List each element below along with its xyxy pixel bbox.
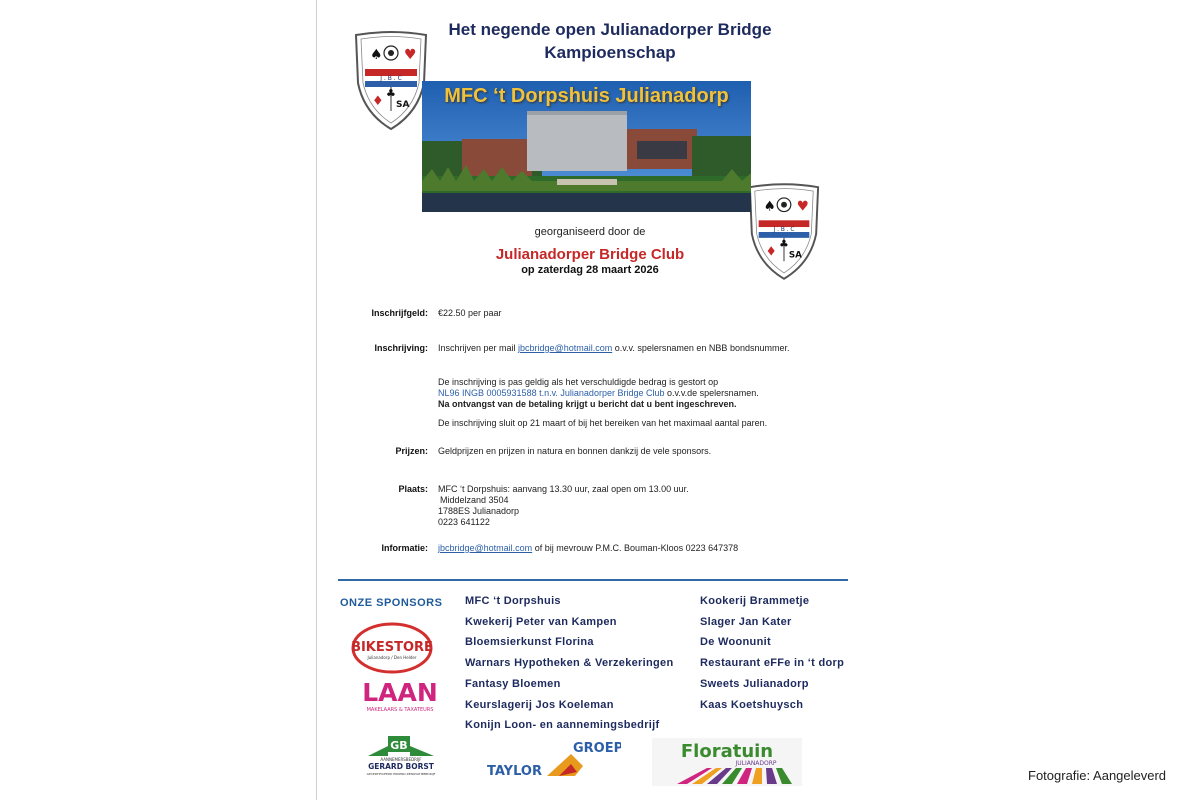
taylor-groep-logo — [485, 740, 621, 787]
inschrijving-value — [438, 343, 789, 354]
borst-top: AANNEMERSBEDRIJF — [380, 757, 422, 762]
bikestore-sub: Julianadorp / Den Helder — [367, 655, 417, 660]
laan-sub: MAKELAARS & TAXATEURS — [366, 707, 434, 713]
organized-by: georganiseerd door de — [534, 226, 646, 238]
svg-text:♠: ♠ — [763, 198, 776, 215]
sponsor-item: Sweets Julianadorp — [700, 677, 809, 690]
shield-letters: J . B . C — [773, 227, 795, 234]
gerard-borst-logo — [360, 734, 442, 783]
inschrijving-suffix: o.v.v. spelersnamen en NBB bondsnummer. — [612, 343, 790, 353]
page-left-border — [316, 0, 317, 800]
inschrijfgeld-label: Inschrijfgeld: — [371, 308, 428, 318]
svg-text:♣: ♣ — [386, 87, 396, 100]
svg-text:♦: ♦ — [372, 94, 384, 109]
sponsors-heading: ONZE SPONSORS — [340, 597, 443, 609]
sponsor-item: De Woonunit — [700, 636, 771, 649]
shield-sa: SA — [788, 250, 802, 261]
borst-name: GERARD BORST — [368, 762, 434, 771]
payment-line2-suffix: o.v.v.de spelersnamen. — [664, 388, 759, 398]
laan-logo — [362, 677, 438, 720]
venue-photo-caption: MFC ‘t Dorpshuis Julianadorp — [444, 85, 729, 107]
bikestore-text: BIKESTORE — [351, 640, 433, 655]
informatie-suffix: of bij mevrouw P.M.C. Bouman-Kloos 0223 647378 — [532, 543, 739, 553]
organizer-club: Julianadorper Bridge Club — [495, 246, 685, 263]
svg-text:♥: ♥ — [796, 198, 809, 215]
sponsor-item: Warnars Hypotheken & Verzekeringen — [465, 657, 674, 670]
sponsor-list-2 — [700, 591, 844, 715]
event-date: op zaterdag 28 maart 2026 — [521, 264, 659, 276]
photo-credit: Fotografie: Aangeleverd — [1028, 768, 1167, 783]
informatie-email-link[interactable]: jbcbridge@hotmail.com — [438, 543, 533, 553]
sponsor-item: MFC ‘t Dorpshuis — [465, 595, 561, 607]
svg-text:♦: ♦ — [765, 243, 777, 259]
informatie-value — [438, 543, 738, 554]
plaats-line3: 1788ES Julianadorp — [438, 506, 520, 516]
club-shield-logo — [352, 31, 430, 131]
sponsor-list-1 — [465, 591, 673, 736]
sponsor-item: Kookerij Brammetje — [700, 595, 810, 607]
taylor-name-text: TAYLOR — [487, 764, 542, 779]
prijzen-label: Prijzen: — [395, 446, 428, 456]
floratuin-text: Floratuin — [680, 741, 774, 762]
shield-sa: SA — [396, 100, 410, 110]
event-title-line2: Kampioenschap — [544, 43, 676, 62]
registration-deadline: De inschrijving sluit op 21 maart of bij het bereiken van het maximaal aantal paren. — [438, 418, 768, 428]
email-link[interactable]: jbcbridge@hotmail.com — [518, 343, 613, 353]
inschrijving-prefix: Inschrijven per mail — [438, 343, 519, 353]
sponsor-item: Kwekerij Peter van Kampen — [465, 615, 617, 628]
sponsor-item: Bloemsierkunst Florina — [465, 636, 594, 649]
event-title-line1: Het negende open Julianadorper Bridge — [448, 20, 772, 39]
inschrijfgeld-value: €22.50 per paar — [438, 308, 502, 318]
iban-text: NL96 INGB 0005931588 t.n.v. Julianadorper Bridge Club — [438, 388, 665, 398]
inschrijving-label: Inschrijving: — [374, 343, 428, 353]
borst-sub: GECERTIFICEERD ERKEND RENOVATIEBEDRIJF — [366, 772, 436, 776]
venue-photo — [422, 81, 751, 212]
svg-text:♠: ♠ — [370, 47, 383, 63]
payment-line2 — [438, 388, 759, 399]
shield-letters: J . B . C — [380, 75, 402, 82]
prijzen-value: Geldprijzen en prijzen in natura en bonnen dankzij de vele sponsors. — [438, 446, 712, 456]
sponsor-item: Keurslagerij Jos Koeleman — [465, 698, 614, 711]
payment-confirmation: Na ontvangst van de betaling krijgt u bericht dat u bent ingeschreven. — [438, 399, 737, 409]
sponsor-item: Slager Jan Kater — [700, 615, 792, 628]
svg-text:♥: ♥ — [404, 47, 417, 63]
plaats-line2: Middelzand 3504 — [440, 495, 509, 505]
laan-text: LAAN — [362, 678, 438, 707]
payment-line1: De inschrijving is pas geldig als het verschuldigde bedrag is gestort op — [438, 377, 719, 387]
section-divider — [338, 579, 848, 581]
event-title — [400, 18, 820, 64]
svg-text:GB: GB — [390, 739, 408, 752]
plaats-label: Plaats: — [398, 484, 428, 494]
plaats-line4: 0223 641122 — [438, 517, 490, 527]
floratuin-logo — [652, 738, 802, 791]
plaats-value — [438, 484, 689, 528]
plaats-line1: MFC ‘t Dorpshuis: aanvang 13.30 uur, zaal open om 13.00 uur. — [438, 484, 689, 494]
floratuin-sub: JULIANADORP — [735, 760, 777, 767]
sponsor-item: Kaas Koetshuysch — [700, 698, 804, 711]
bikestore-logo — [351, 622, 433, 679]
svg-text:♣: ♣ — [779, 237, 789, 251]
taylor-groep-text: GROEP — [573, 741, 621, 756]
sponsor-item: Restaurant eFFe in ‘t dorp — [700, 657, 845, 670]
sponsor-item: Konijn Loon- en aannemingsbedrijf — [465, 719, 660, 732]
sponsor-item: Fantasy Bloemen — [465, 677, 561, 690]
informatie-label: Informatie: — [381, 543, 428, 553]
payment-info — [438, 377, 759, 410]
